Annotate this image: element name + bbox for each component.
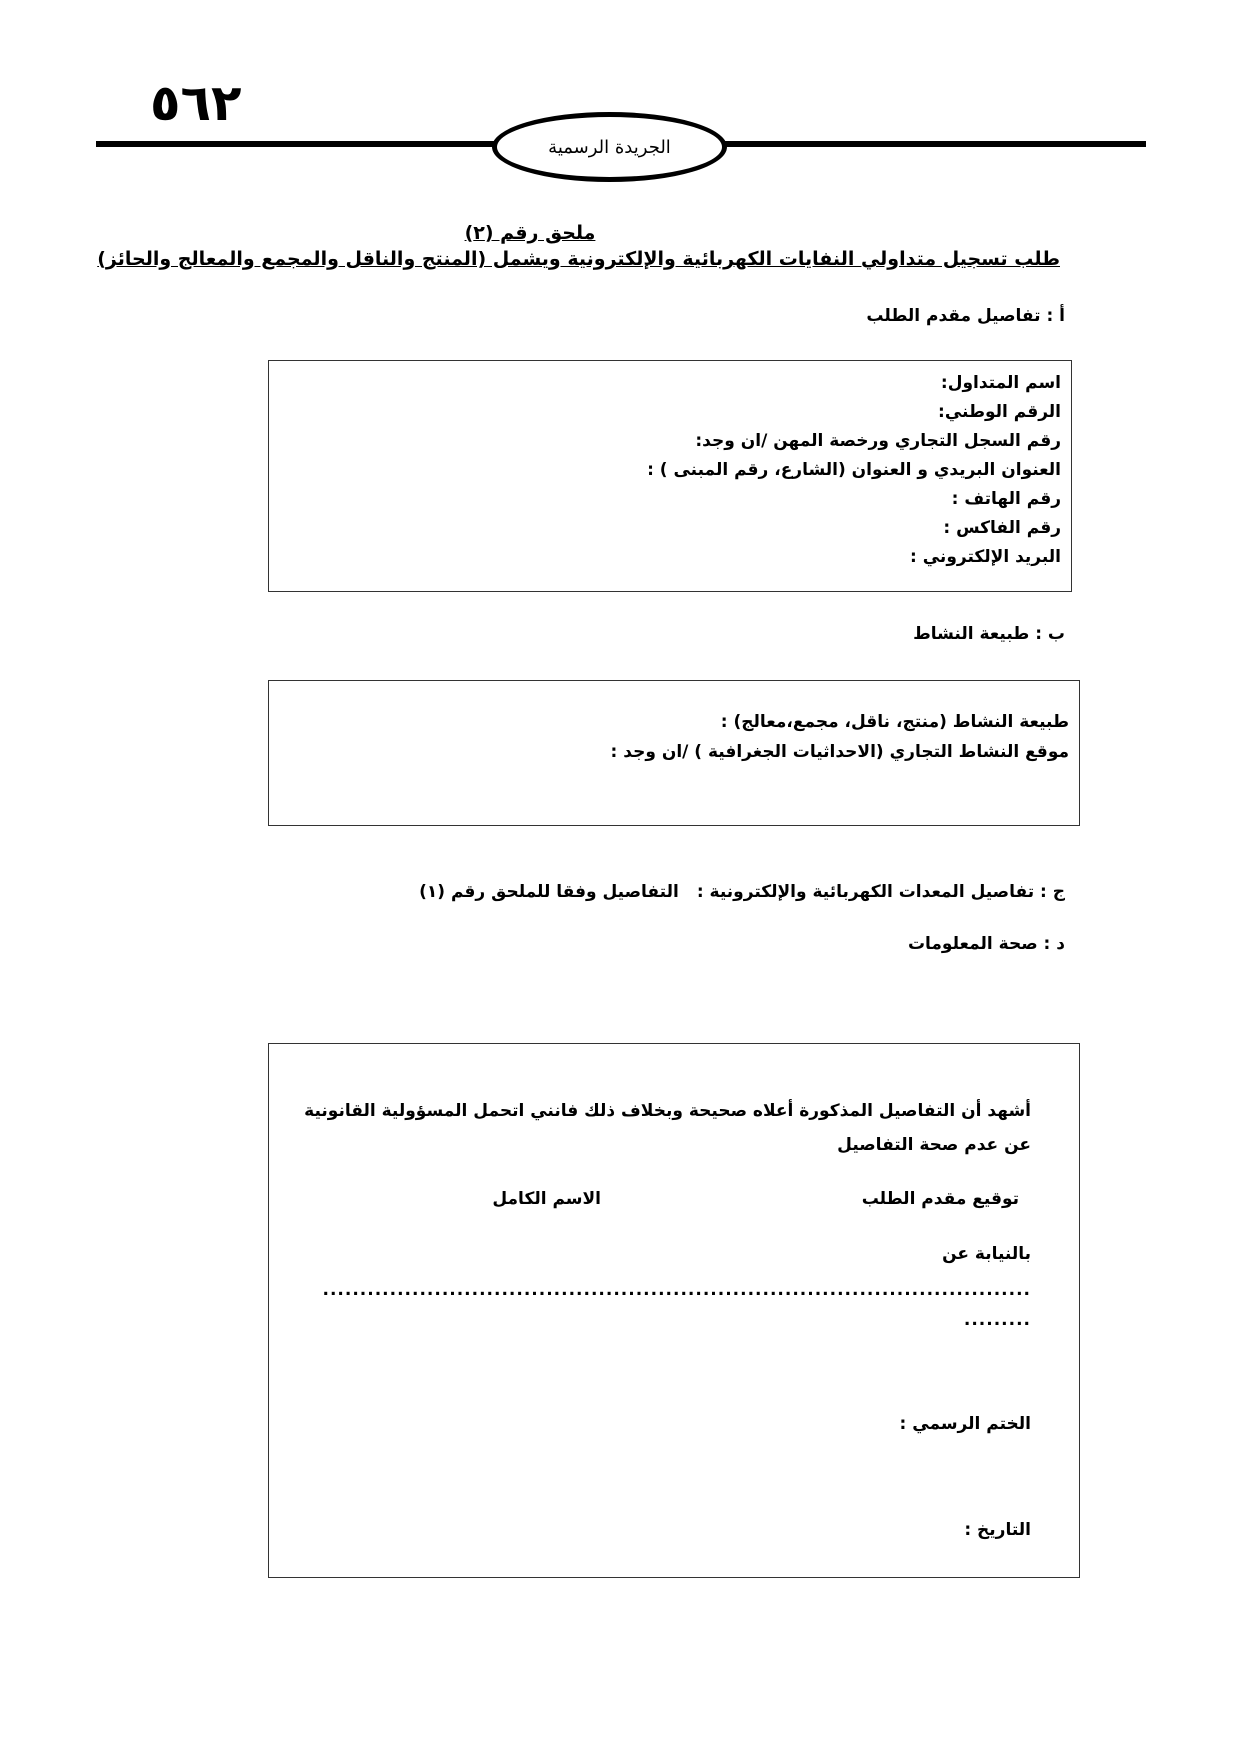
activity-fields	[611, 707, 1069, 767]
publication-name: الجريدة الرسمية	[548, 136, 671, 158]
field-phone: رقم الهاتف :	[951, 489, 1061, 509]
section-c-line	[419, 882, 1065, 902]
section-a-heading: أ : تفاصيل مقدم الطلب	[866, 306, 1065, 326]
field-commercial-register: رقم السجل التجاري ورخصة المهن /ان وجد:	[695, 431, 1061, 451]
on-behalf-dots-line-1: ...............................................................................................	[322, 1280, 1031, 1300]
field-activity-type: طبيعة النشاط (منتج، ناقل، مجمع،معالج) :	[720, 712, 1069, 732]
field-trader-name: اسم المتداول:	[940, 373, 1061, 393]
full-name-label: الاسم الكامل	[492, 1189, 601, 1209]
on-behalf-dots-line-2: .........	[963, 1310, 1031, 1330]
official-stamp-label: الختم الرسمي :	[899, 1414, 1031, 1434]
declaration-box	[268, 1043, 1080, 1578]
applicant-details-box	[268, 360, 1072, 592]
publication-oval	[492, 112, 727, 182]
on-behalf-label: بالنيابة عن	[942, 1244, 1031, 1264]
field-national-id: الرقم الوطني:	[938, 402, 1061, 422]
page-number: ٥٦٢	[150, 74, 242, 132]
date-label: التاريخ :	[964, 1520, 1031, 1540]
field-email: البريد الإلكتروني :	[910, 547, 1061, 567]
declaration-text: أشهد أن التفاصيل المذكورة أعلاه صحيحة وبخلاف ذلك فانني اتحمل المسؤولية القانونية عن عدم صحة التفاصيل	[304, 1101, 1031, 1155]
annex-title: ملحق رقم (٢)	[464, 222, 596, 244]
field-fax: رقم الفاكس :	[943, 518, 1061, 538]
applicant-signature-label: توقيع مقدم الطلب	[861, 1189, 1019, 1209]
field-address: العنوان البريدي و العنوان (الشارع، رقم المبنى ) :	[647, 460, 1061, 480]
applicant-fields	[647, 369, 1061, 572]
field-activity-location: موقع النشاط التجاري (الاحداثيات الجغرافية ) /ان وجد :	[610, 742, 1069, 762]
section-c-value: التفاصيل وفقا للملحق رقم (١)	[419, 882, 679, 902]
annex-subtitle: طلب تسجيل متداولي النفايات الكهربائية والإلكترونية ويشمل (المنتج والناقل والمجمع والمعالج والحائز)	[97, 248, 1060, 270]
section-d-heading: د : صحة المعلومات	[907, 934, 1065, 954]
activity-box	[268, 680, 1080, 826]
section-b-heading: ب : طبيعة النشاط	[913, 624, 1065, 644]
section-c-heading: ج : تفاصيل المعدات الكهربائية والإلكترونية :	[696, 882, 1065, 902]
